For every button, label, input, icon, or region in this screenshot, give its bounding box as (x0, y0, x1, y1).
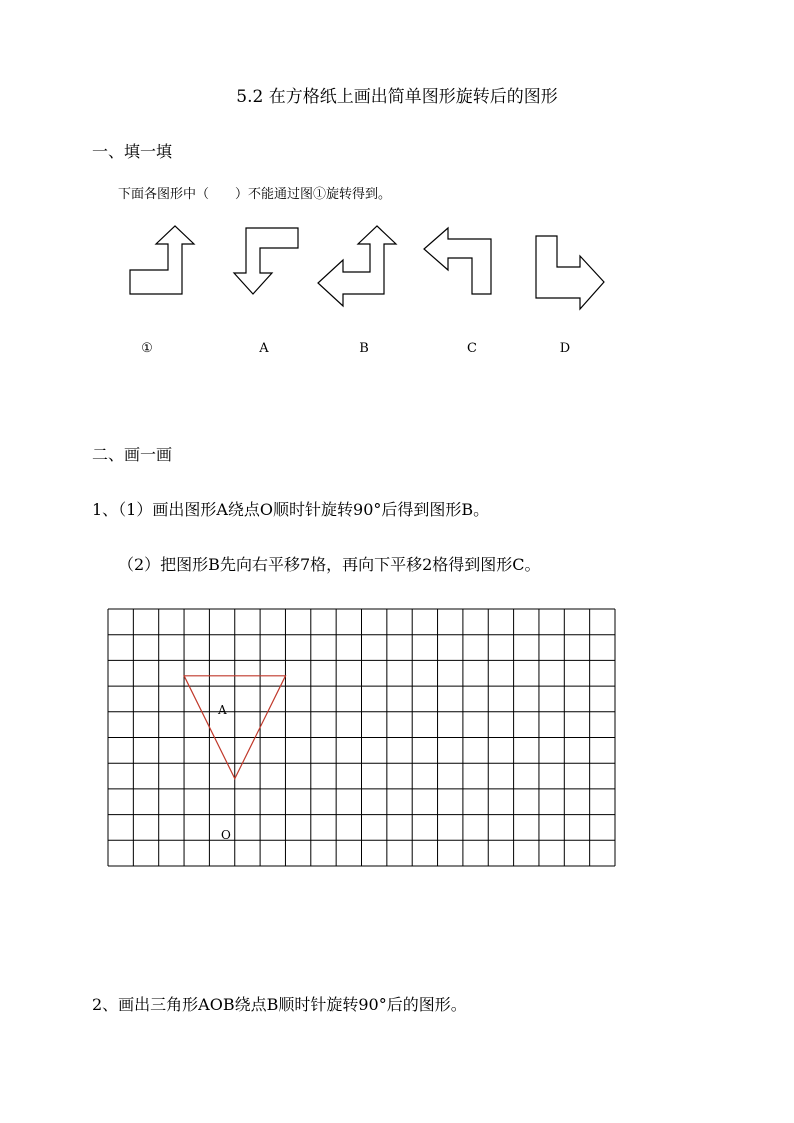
option-label-a: A (259, 341, 269, 356)
point-label-o: O (221, 828, 231, 842)
option-label-1: ① (141, 341, 153, 356)
section-heading-fill: 一、填一填 (92, 142, 173, 161)
section-heading-draw: 二、画一画 (92, 445, 173, 464)
option-label-d: D (559, 341, 571, 356)
option-label-c: C (467, 341, 477, 356)
problem-1-line-2: （2）把图形B先向右平移7格，再向下平移2格得到图形C。 (118, 555, 541, 574)
problem-2: 2、画出三角形AOB绕点B顺时针旋转90°后的图形。 (92, 995, 467, 1014)
page-title: 5.2 在方格纸上画出简单图形旋转后的图形 (236, 87, 558, 107)
problem-1-line-1: 1、（1）画出图形A绕点O顺时针旋转90°后得到图形B。 (92, 500, 490, 519)
question-text: 下面各图形中（ ）不能通过图①旋转得到。 (118, 187, 392, 202)
shape-label-a: A (218, 703, 227, 717)
option-label-b: B (359, 341, 369, 356)
